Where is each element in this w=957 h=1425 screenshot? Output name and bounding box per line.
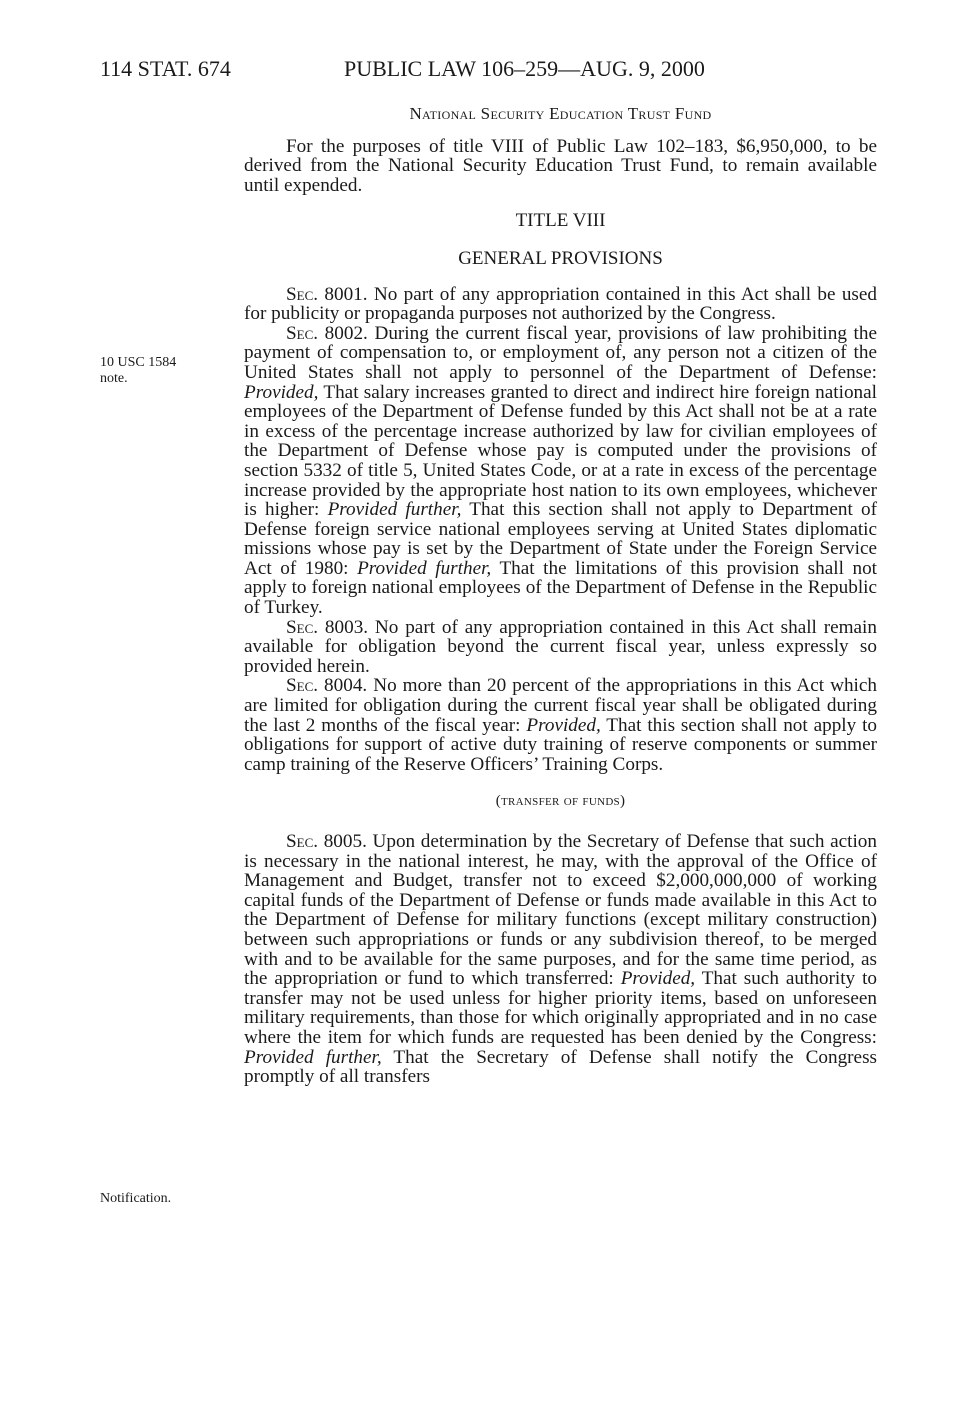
section-8004-label: Sec. 8004. — [286, 675, 368, 697]
margin-note-usc-line2: note. — [100, 371, 128, 386]
section-8004-text-1: No more than 20 percent of the appropriations in this Act which are limited for obligation during the current fiscal year shall be obligated during the last 2 months of the fiscal year: — [244, 675, 877, 736]
section-8002-text-4: That the limitations of this provision shall not apply to foreign national employees of the Department of Defense in the Republic of Turkey. — [244, 557, 877, 619]
section-8002-text-1: During the current fiscal year, provisions of law prohibiting the payment of compensation to, or employment of, any person not a citizen of the United States shall not apply to personnel of the Department of Defense: — [244, 322, 877, 383]
section-8002-text-3: That this section shall not apply to Department of Defense foreign service national employees serving at United States diplomatic missions whose pay is set by the Department of State under the Foreign Service Act of 1980: — [244, 499, 877, 579]
section-8001-label: Sec. 8001. — [286, 283, 368, 305]
section-8005-proviso-2: Provided further, — [244, 1046, 382, 1068]
section-8002 — [244, 324, 877, 618]
section-8001-text: No part of any appropriation contained in this Act shall be used for publicity or propaganda purposes not authorized by the Congress. — [244, 283, 877, 325]
section-8002-label: Sec. 8002. — [286, 322, 368, 344]
section-8001 — [244, 285, 877, 324]
nset-paragraph: For the purposes of title VIII of Public Law 102–183, $6,950,000, to be derived from the National Security Education Trust Fund, to remain available until expended. — [244, 135, 877, 196]
statute-page-number: 114 STAT. 674 — [100, 56, 231, 81]
public-law-citation: PUBLIC LAW 106–259—AUG. 9, 2000 — [344, 56, 705, 81]
section-8004 — [244, 676, 877, 774]
section-8002-text-2: That salary increases granted to direct and indirect hire foreign national employees of the Department of Defense funded by this Act shall not be at a rate in excess of the percentage increase authorized by law for civilian employees of the Department of Defense whose pay is computed under the provisions of section 5332 of title 5, United States Code, or at a rate in excess of the percentage increase provided by the appropriate host nation to its own employees, whichever is higher: — [244, 381, 877, 521]
section-8005-text-1: Upon determination by the Secretary of Defense that such action is necessary in the national interest, he may, with the approval of the Office of Management and Budget, transfer not to exceed $2,000,000,000 of working capital funds of the Department of Defense or funds made available in this Act to the Department of Defense for military functions (except military construction) between such appropriations or funds or any subdivision thereof, to be merged with and to be available for the same purposes, and for the same time period, as the appropriation or fund to which transferred: — [244, 831, 877, 990]
section-8002-proviso-1: Provided, — [244, 381, 319, 403]
section-8005-proviso-1: Provided, — [620, 968, 696, 990]
margin-note-notification: Notification. — [100, 1191, 172, 1206]
section-8005-label: Sec. 8005. — [286, 831, 367, 852]
section-8005-text-3: That the Secretary of Defense shall notify the Congress promptly of all transfers — [244, 1046, 877, 1088]
section-8002-proviso-3: Provided further, — [357, 557, 492, 579]
section-8005 — [244, 832, 877, 1087]
section-8003 — [244, 618, 877, 677]
section-8004-proviso-1: Provided, — [526, 714, 601, 736]
title-number: TITLE VIII — [515, 210, 606, 232]
margin-note-usc-line1: 10 USC 1584 — [100, 355, 177, 370]
section-8004-text-2: That this section shall not apply to obligations for support of active duty training of reserve components or summer camp training of the Reserve Officers’ Training Corps. — [244, 714, 877, 775]
margin-note-usc — [100, 355, 220, 387]
section-8005-text-2: That such authority to transfer may not be used unless for higher priority items, based on unforeseen military requirements, than those for which originally appropriated and in no case where the item for which funds are requested has been denied by the Congress: — [244, 968, 877, 1048]
section-8003-text: No part of any appropriation contained in this Act shall remain available for obligation beyond the current fiscal year, unless expressly so provided herein. — [244, 616, 877, 677]
section-8003-label: Sec. 8003. — [286, 616, 369, 638]
main-text-column — [244, 104, 877, 1087]
nset-heading: National Security Education Trust Fund — [409, 104, 712, 123]
title-name: GENERAL PROVISIONS — [458, 247, 663, 269]
transfer-of-funds-heading: (transfer of funds) — [495, 793, 626, 810]
running-header — [100, 56, 880, 86]
section-8002-proviso-2: Provided further, — [327, 499, 462, 521]
